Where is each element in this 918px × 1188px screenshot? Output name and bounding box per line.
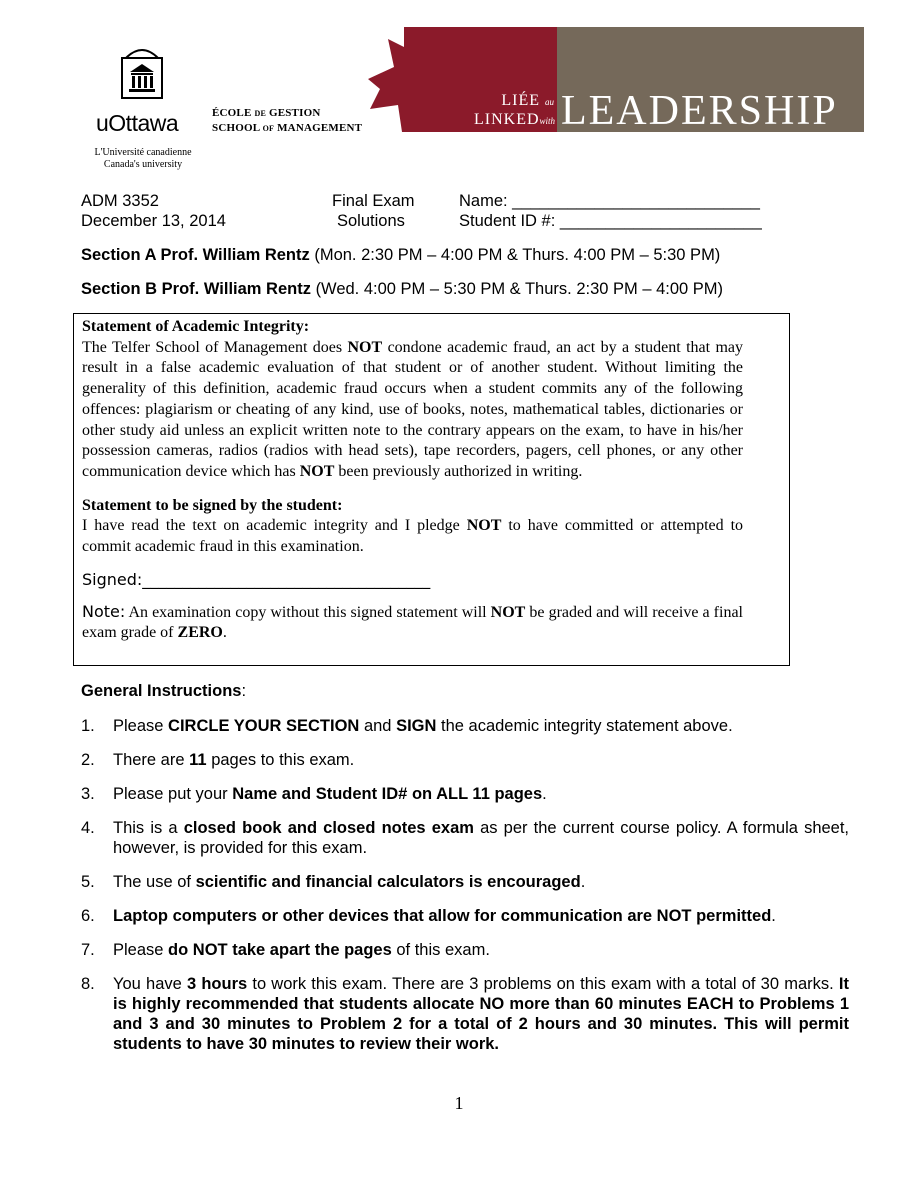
section-b-prof: Section B Prof. William Rentz (81, 280, 311, 298)
instructions-list (81, 716, 849, 1068)
signature-line[interactable]: Signed:____________________________________ (82, 569, 431, 589)
section-b-line[interactable] (81, 280, 723, 299)
section-a-line[interactable] (81, 246, 720, 265)
list-item: 5. The use of scientific and financial calculators is encouraged. (81, 873, 586, 891)
academic-integrity-box (73, 313, 790, 666)
school-word: OF (262, 124, 275, 133)
banner-leadership: LEADERSHIP (561, 88, 838, 134)
uottawa-building-icon (120, 44, 164, 100)
section-b-times: (Wed. 4:00 PM – 5:30 PM & Thurs. 2:30 PM – 4:00 PM) (315, 280, 724, 298)
school-word: SCHOOL (212, 122, 260, 134)
integrity-note: Note: An examination copy without this signed statement will NOT be graded and will receive a final exam grade of ZERO. (82, 601, 743, 642)
pledge-text: I have read the text on academic integrity and I pledge NOT to have committed or attempted to commit academic fraud in this examination. (82, 517, 744, 556)
course-code: ADM 3352 (81, 192, 159, 210)
list-item: 2. There are 11 pages to this exam. (81, 751, 355, 769)
page-number: 1 (454, 1093, 464, 1113)
list-item: 6. Laptop computers or other devices that allow for communication are NOT permitted. (81, 907, 776, 925)
name-field[interactable]: Name: ___________________________ (459, 192, 760, 210)
banner-au: au (545, 97, 554, 107)
banner-linked: LINKED (474, 111, 540, 128)
list-item: 1. Please CIRCLE YOUR SECTION and SIGN the academic integrity statement above. (81, 717, 733, 735)
list-item: 3. Please put your Name and Student ID# on ALL 11 pages. (81, 785, 547, 803)
list-item: 4. This is a closed book and closed notes exam as per the current course policy. A formula sheet, however, is provided for this exam. (81, 819, 850, 857)
banner-linked-text (474, 92, 554, 130)
sign-statement-title: Statement to be signed by the student: (82, 496, 343, 514)
school-word: ÉCOLE (212, 107, 252, 119)
maple-leaf-icon (368, 27, 488, 132)
integrity-statement: The Telfer School of Management does NOT condone academic fraud, an act by a student that may result in a false academic evaluation of that student or of another student. Without limiting the generality of this definition, academic fraud occurs when a student commits any of the following offences: plagiarism or cheating of any kind, use of books, notes, mathematical tables, dictionaries or other study aid unless an explicit written note to the contrary appears on the exam, to have in his/her possession cameras, radios (radios with head sets), tape recorders, pagers, cell phones, or any other communication device which has NOT been previously authorized in writing. (82, 338, 744, 480)
uottawa-tagline-fr: L'Université canadienne (94, 147, 192, 158)
school-word: MANAGEMENT (277, 122, 363, 134)
banner-liee: LIÉE (501, 92, 540, 109)
banner-with: with (539, 116, 556, 126)
school-word: GESTION (268, 107, 321, 119)
exam-title: Final Exam (332, 192, 415, 210)
section-a-prof: Section A Prof. William Rentz (81, 246, 310, 264)
instructions-heading: General Instructions: (81, 682, 247, 700)
uottawa-tagline-en: Canada's university (103, 159, 183, 170)
uottawa-tagline (93, 147, 193, 171)
exam-date: December 13, 2014 (81, 212, 226, 230)
section-a-times: (Mon. 2:30 PM – 4:00 PM & Thurs. 4:00 PM – 5:30 PM) (314, 246, 721, 264)
list-item: 7. Please do NOT take apart the pages of this exam. (81, 941, 490, 959)
school-word: DE (254, 109, 266, 118)
integrity-title: Statement of Academic Integrity: (82, 318, 310, 335)
school-of-management-logo (212, 106, 362, 136)
uottawa-wordmark: uOttawa (96, 110, 179, 136)
list-item: 8. You have 3 hours to work this exam. There are 3 problems on this exam with a total of 30 marks. It is highly recommended that students allocate NO more than 60 minutes EACH to Problems 1 and 3 and 30 minutes to Problem 2 for a total of 2 hours and 30 minutes. This will permit students to have 30 minutes to review their work. (81, 975, 849, 1053)
exam-solutions: Solutions (337, 212, 405, 230)
student-id-field[interactable]: Student ID #: ______________________ (459, 212, 762, 230)
